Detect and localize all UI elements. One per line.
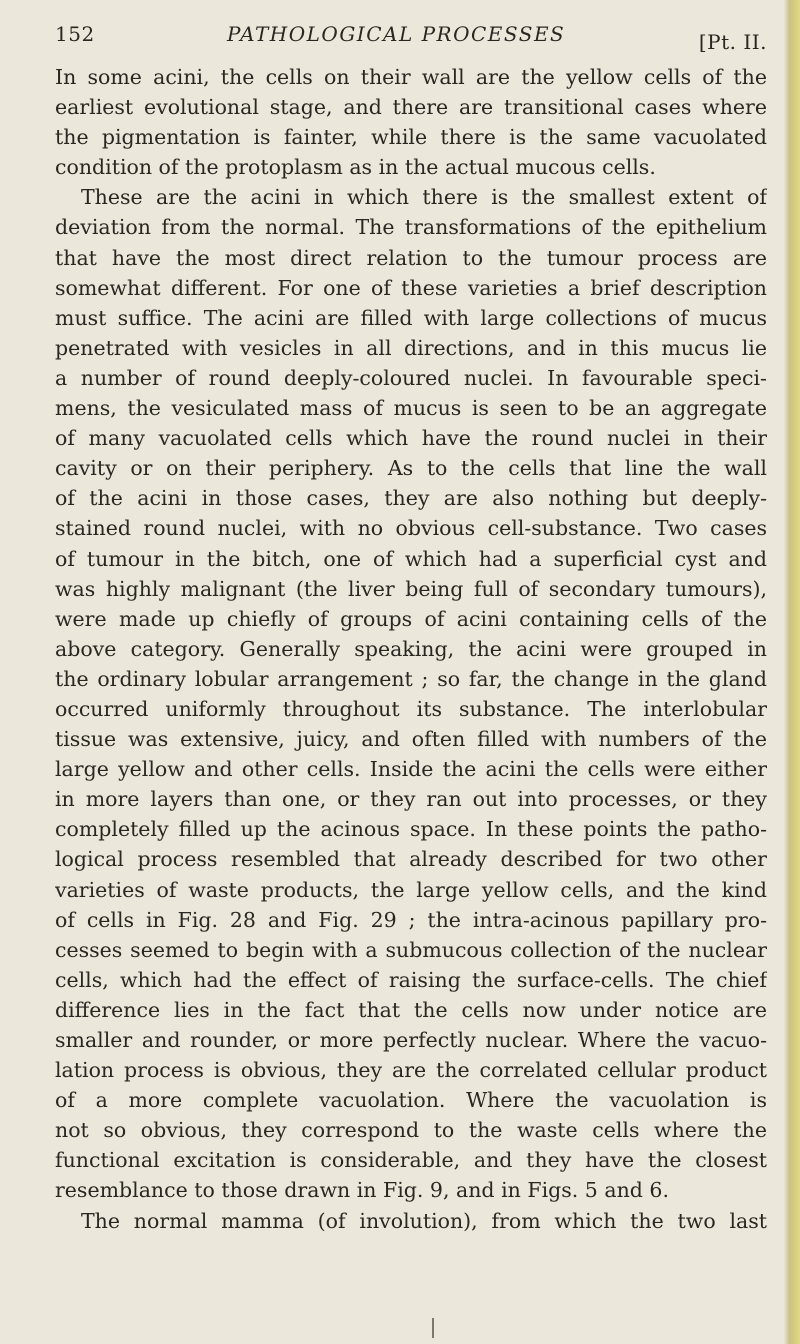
paragraph-start-line: The normal mamma (of involution), from which the two last	[81, 1208, 767, 1233]
text-line: In some acini, the cells on their wall are the yellow cells of the	[55, 65, 767, 89]
running-title: PATHOLOGICAL PROCESSES	[227, 22, 566, 46]
text-line: functional excitation is considerable, and they have the closest	[55, 1148, 767, 1173]
print-mark	[432, 1318, 434, 1338]
text-line: that have the most direct relation to the tumour process are	[55, 245, 767, 270]
text-line: above category. Generally speaking, the acini were grouped in	[55, 636, 767, 661]
text-line: occurred uniformly throughout its substance. The interlobular	[55, 696, 767, 721]
text-line: tissue was extensive, juicy, and often filled with numbers of the	[55, 727, 767, 752]
text-line: difference lies in the fact that the cells now under notice are	[55, 997, 767, 1022]
text-line: the pigmentation is fainter, while there is the same vacuolated	[55, 125, 767, 150]
text-line: varieties of waste products, the large yellow cells, and the kind	[55, 877, 767, 902]
paragraph-start-line: These are the acini in which there is the smallest extent of	[81, 185, 767, 210]
text-line: cells, which had the effect of raising the surface-cells. The chief	[55, 967, 767, 992]
text-line: were made up chiefly of groups of acini containing cells of the	[55, 606, 767, 631]
part-label: [Pt. II.	[698, 30, 767, 54]
text-line: resemblance to those drawn in Fig. 9, and in Figs. 5 and 6.	[55, 1178, 669, 1203]
text-line: of the acini in those cases, they are also nothing but deeply-	[55, 486, 767, 511]
text-line: in more layers than one, or they ran out into processes, or they	[55, 787, 767, 812]
text-line: stained round nuclei, with no obvious cell-substance. Two cases	[55, 516, 767, 541]
text-line: was highly malignant (the liver being full of secondary tumours),	[55, 576, 767, 601]
text-line: earliest evolutional stage, and there are transitional cases where	[55, 95, 767, 120]
running-head	[55, 16, 767, 56]
text-line: not so obvious, they correspond to the waste cells where the	[55, 1118, 767, 1143]
text-line: cesses seemed to begin with a submucous collection of the nuclear	[55, 937, 767, 962]
text-line: large yellow and other cells. Inside the acini the cells were either	[55, 757, 767, 782]
text-line: somewhat different. For one of these varieties a brief description	[55, 275, 767, 300]
text-line: lation process is obvious, they are the correlated cellular product	[55, 1058, 767, 1083]
text-line: mens, the vesiculated mass of mucus is seen to be an aggregate	[55, 396, 767, 421]
page-number: 152	[55, 22, 95, 46]
page-edge	[784, 0, 800, 1344]
text-line: penetrated with vesicles in all directions, and in this mucus lie	[55, 335, 767, 360]
text-line: the ordinary lobular arrangement ; so far, the change in the gland	[55, 666, 767, 691]
text-line: of tumour in the bitch, one of which had a superficial cyst and	[55, 546, 767, 571]
body-text	[55, 62, 767, 1236]
text-line: smaller and rounder, or more perfectly nuclear. Where the vacuo-	[55, 1028, 767, 1052]
text-line: of a more complete vacuolation. Where the vacuolation is	[55, 1088, 767, 1113]
text-line: logical process resembled that already described for two other	[55, 847, 767, 872]
text-line: of cells in Fig. 28 and Fig. 29 ; the intra-acinous papillary pro-	[55, 907, 767, 932]
text-line: a number of round deeply-coloured nuclei. In favourable speci-	[55, 365, 767, 390]
text-line: must suffice. The acini are filled with large collections of mucus	[55, 305, 767, 330]
text-line: cavity or on their periphery. As to the cells that line the wall	[55, 456, 767, 481]
text-line: condition of the protoplasm as in the actual mucous cells.	[55, 155, 656, 180]
text-line: of many vacuolated cells which have the round nuclei in their	[55, 426, 767, 451]
text-line: completely filled up the acinous space. In these points the patho-	[55, 817, 767, 842]
text-line: deviation from the normal. The transformations of the epithelium	[55, 215, 767, 240]
